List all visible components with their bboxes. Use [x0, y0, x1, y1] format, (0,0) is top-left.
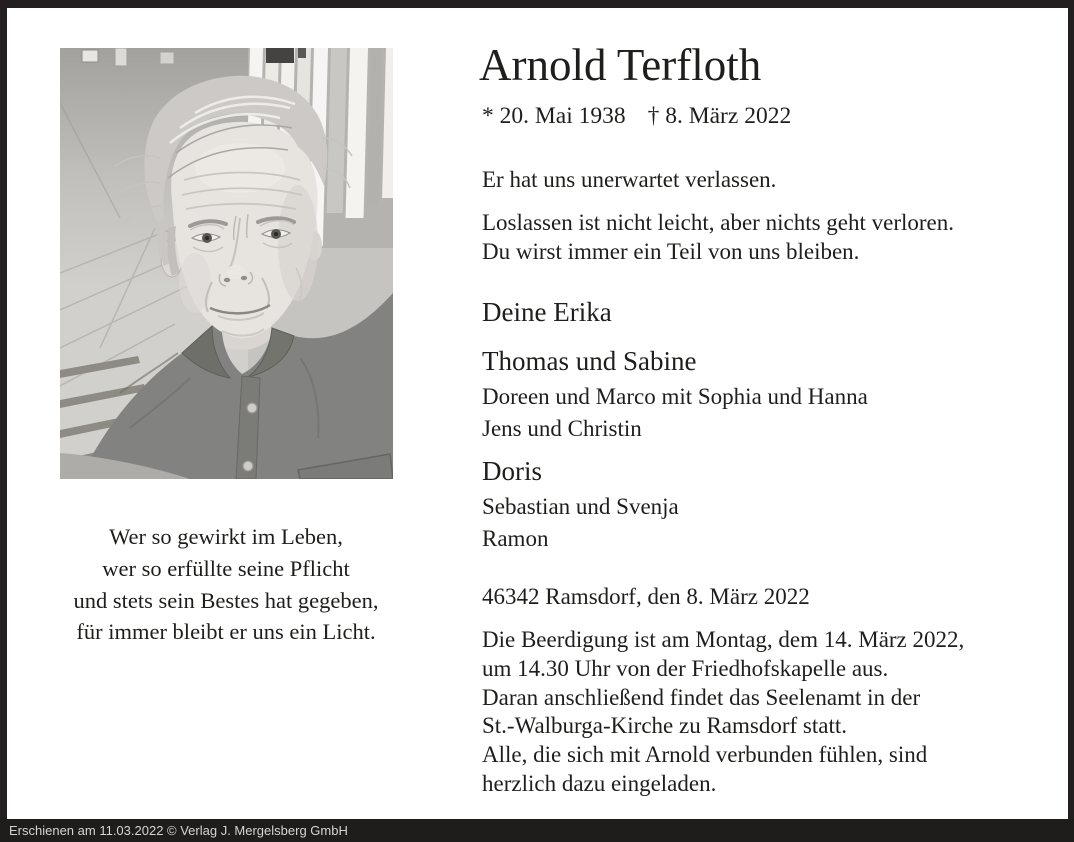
frame-top — [0, 0, 1074, 8]
poem-line: und stets sein Bestes hat gegeben, — [73, 587, 379, 613]
frame-left — [0, 0, 7, 842]
funeral-line: herzlich dazu eingeladen. — [482, 770, 717, 796]
mourner-lead-doris: Doris — [482, 456, 542, 486]
mourner-lead-thomas-sabine: Thomas und Sabine — [482, 346, 697, 376]
poem-line: für immer bleibt er uns ein Licht. — [76, 619, 376, 645]
mourner-member: Jens und Christin — [482, 416, 642, 441]
birth-date: * 20. Mai 1938 — [482, 103, 626, 129]
place-and-date: 46342 Ramsdorf, den 8. März 2022 — [482, 584, 810, 609]
intro-line: Er hat uns unerwartet verlassen. — [482, 167, 777, 192]
funeral-line: um 14.30 Uhr von der Friedhofskapelle aus. — [482, 655, 889, 681]
funeral-line: Die Beerdigung ist am Montag, dem 14. März 2022, — [482, 627, 965, 652]
deceased-name: Arnold Terfloth — [479, 40, 762, 90]
motto-text — [482, 208, 954, 266]
publisher-footer — [0, 819, 1074, 842]
funeral-information — [482, 626, 964, 799]
mourner-member: Doreen und Marco mit Sophia und Hanna — [482, 384, 868, 409]
portrait-photo — [60, 48, 393, 479]
mourner-member: Sebastian und Svenja — [482, 494, 679, 519]
portrait-photo-svg — [60, 48, 393, 479]
life-dates — [482, 103, 791, 130]
frame-right — [1068, 0, 1074, 842]
motto-line: Loslassen ist nicht leicht, aber nichts geht verloren. — [482, 210, 955, 235]
publisher-footer-text: Erschienen am 11.03.2022 © Verlag J. Mergelsberg GmbH — [9, 823, 348, 838]
poem-line: Wer so gewirkt im Leben, — [109, 524, 343, 549]
mourner-lead-erika: Deine Erika — [482, 297, 612, 327]
death-date: † 8. März 2022 — [647, 103, 792, 129]
funeral-line: Alle, die sich mit Arnold verbunden fühlen, sind — [482, 742, 928, 768]
memorial-poem — [30, 521, 422, 648]
funeral-line: St.-Walburga-Kirche zu Ramsdorf statt. — [482, 713, 847, 739]
motto-line: Du wirst immer ein Teil von uns bleiben. — [482, 239, 860, 264]
funeral-line: Daran anschließend findet das Seelenamt in der — [482, 684, 921, 710]
poem-line: wer so erfüllte seine Pflicht — [102, 555, 350, 581]
mourner-member: Ramon — [482, 526, 549, 551]
